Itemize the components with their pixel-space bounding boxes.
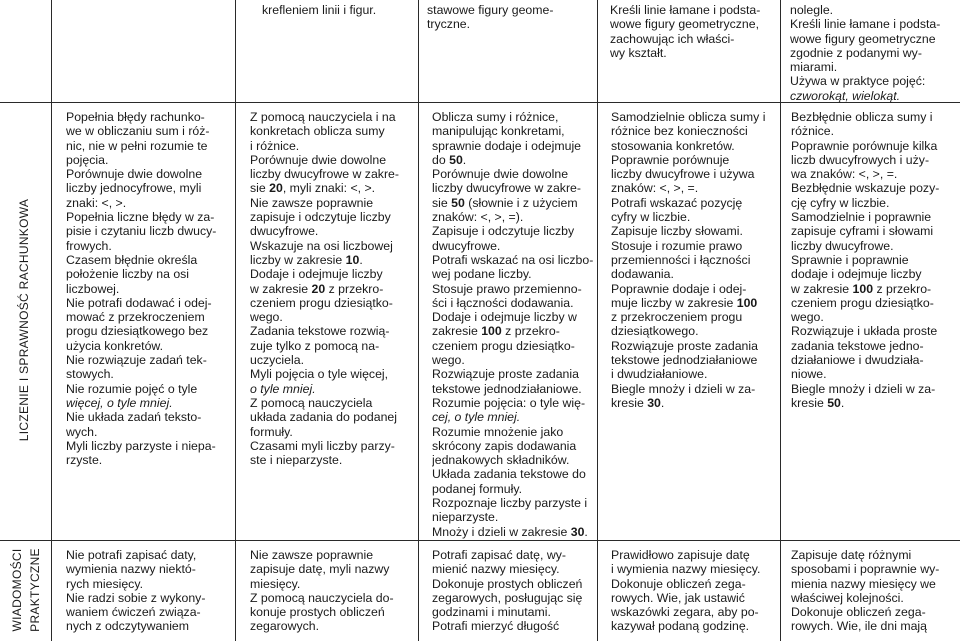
criteria-line: zadania tekstowe jedno- (791, 338, 924, 353)
criteria-line: różnice. (791, 124, 835, 139)
criteria-line: Nie rozumie pojęć o tyle (66, 381, 198, 396)
col-divider (235, 0, 236, 641)
criteria-line: Sprawnie i poprawnie (791, 252, 909, 267)
criteria-list (611, 110, 779, 410)
criteria-line: dwucyfrowe. (250, 224, 319, 239)
row-divider-bottom (0, 540, 960, 541)
criteria-line: wowe figury geometryczne (790, 31, 936, 46)
bottom-col5 (791, 548, 959, 634)
criteria-item (432, 224, 596, 253)
criteria-line: liczbowej. (66, 281, 120, 296)
criteria-line: godzinami i minutami. (432, 605, 551, 620)
criteria-line: Rozwiązuje i układa proste (791, 324, 938, 339)
criteria-item (66, 353, 234, 382)
criteria-line: cej, o tyle mniej. (432, 410, 521, 425)
criteria-item (611, 239, 779, 282)
criteria-list (250, 110, 418, 467)
criteria-line: nych z odczytywaniem (66, 619, 190, 634)
criteria-item (790, 17, 958, 74)
criteria-line: Układa zadania tekstowe do (432, 467, 586, 482)
criteria-item (432, 619, 596, 633)
criteria-line: zgodnie z podanymi wy- (790, 45, 922, 60)
top-col4 (610, 3, 782, 60)
criteria-item (250, 153, 418, 196)
criteria-item (427, 3, 592, 32)
criteria-line: ści i łączności dodawania. (432, 295, 574, 310)
criteria-item (66, 167, 234, 210)
criteria-line: tekstowe jednodziałaniowe (611, 353, 758, 368)
criteria-line: rowych. Wie, jak ustawić (611, 590, 745, 605)
criteria-line: skrócony zapis dodawania (432, 438, 577, 453)
criteria-line: zakresie 100 z przekro- (432, 324, 560, 339)
col-divider (597, 0, 598, 641)
criteria-line: konkretach oblicza sumy (250, 124, 385, 139)
criteria-item (611, 110, 779, 153)
criteria-item (791, 210, 959, 253)
criteria-item (611, 196, 779, 225)
criteria-line: Z pomocą nauczyciela do- (250, 590, 394, 605)
criteria-line: liczby dwucyfrowe w zakre- (432, 181, 581, 196)
criteria-line: Biegle mnoży i dzieli w za- (791, 381, 936, 396)
criteria-line: dodaje i odejmuje liczby (791, 267, 922, 282)
criteria-line: cję cyfry w liczbie. (791, 195, 890, 210)
row-header-numbers: LICZENIE I SPRAWNOŚĆ RACHUNKOWA (17, 198, 31, 442)
criteria-item (611, 282, 779, 339)
middle-col4 (611, 110, 779, 410)
criteria-line: Rozumie pojęcia: o tyle wię- (432, 395, 586, 410)
criteria-line: wskazówki zegara, aby po- (611, 605, 759, 620)
criteria-line: Używa w praktyce pojęć: (790, 74, 926, 89)
criteria-line: właściwej kolejności. (791, 590, 904, 605)
criteria-line: kazywał podaną godzinę. (611, 619, 750, 634)
criteria-line: Kreśli linie łamane i podsta- (790, 17, 941, 32)
criteria-line: znaków: <, >, =). (432, 210, 524, 225)
criteria-line: znaki: <, >. (66, 195, 127, 210)
criteria-line: Kreśli linie łamane i podsta- (610, 3, 761, 17)
criteria-line: Dokonuje prostych obliczeń (432, 576, 583, 591)
criteria-item (66, 110, 234, 167)
criteria-line: Czasami myli liczby parzy- (250, 438, 395, 453)
criteria-item (610, 3, 782, 60)
criteria-line: wymienia nazwy niektó- (66, 562, 196, 577)
criteria-line: Dokonuje obliczeń zega- (611, 576, 746, 591)
criteria-item (611, 224, 779, 238)
criteria-line: wy kształt. (610, 45, 667, 60)
criteria-line: Rozpoznaje liczby parzyste i (432, 496, 588, 511)
criteria-item (790, 3, 958, 17)
criteria-line: mienić nazwy miesięcy. (432, 562, 560, 577)
criteria-line: pisie i czytaniu liczb dwucy- (66, 224, 217, 239)
criteria-line: Czasem błędnie określa (66, 252, 198, 267)
criteria-line: formuły. (250, 424, 293, 439)
criteria-line: w zakresie 100 z przekro- (791, 281, 932, 296)
criteria-item (791, 253, 959, 324)
criteria-list (250, 548, 418, 634)
criteria-item (611, 382, 779, 411)
criteria-line: wego. (250, 310, 283, 325)
criteria-line: stosowania konkretów. (611, 138, 735, 153)
criteria-item (432, 396, 596, 425)
col-divider (780, 0, 781, 641)
criteria-line: czeniem progu dziesiątko- (791, 295, 934, 310)
middle-col5 (791, 110, 959, 410)
criteria-item (432, 496, 596, 525)
criteria-line: zapisuje cyframi i słowami (791, 224, 934, 239)
criteria-line: zegarowych, posługując się (432, 590, 583, 605)
criteria-line: Nie rozwiązuje zadań tek- (66, 353, 207, 368)
criteria-line: frowych. (66, 238, 112, 253)
criteria-line: muje liczby w zakresie 100 (611, 295, 758, 310)
criteria-line: cyfry w liczbie. (611, 210, 691, 225)
criteria-line: Popełnia liczne błędy w za- (66, 210, 215, 225)
criteria-item (250, 591, 418, 634)
criteria-line: Dokonuje obliczeń zega- (791, 605, 926, 620)
criteria-line: Stosuje prawo przemienno- (432, 281, 582, 296)
criteria-line: z przekroczeniem progu (611, 310, 743, 325)
criteria-item (250, 196, 418, 239)
row-header-knowledge-2: PRAKTYCZNE (28, 548, 42, 632)
criteria-line: Potrafi wskazać pozycję (611, 195, 743, 210)
criteria-list (432, 548, 596, 634)
criteria-line: wego. (432, 353, 465, 368)
criteria-line: dwucyfrowe. (432, 238, 501, 253)
top-col5 (790, 3, 958, 103)
criteria-line: układa zadania do podanej (250, 410, 398, 425)
col-divider (51, 0, 52, 641)
criteria-item (250, 548, 418, 591)
criteria-line: zapisuje datę, myli nazwy (250, 562, 390, 577)
criteria-item (432, 167, 596, 224)
criteria-item (432, 367, 596, 396)
criteria-line: Wskazuje na osi liczbowej (250, 238, 393, 253)
criteria-line: sie 50 (słownie i z użyciem (432, 195, 578, 210)
criteria-item (790, 74, 958, 103)
criteria-line: krefleniem linii i figur. (262, 3, 377, 17)
criteria-line: Bezbłędnie wskazuje pozy- (791, 181, 940, 196)
top-col2 (262, 3, 432, 17)
criteria-line: kresie 50. (791, 395, 845, 410)
criteria-line: miesięcy. (250, 576, 301, 591)
criteria-item (66, 210, 234, 253)
middle-col1 (66, 110, 234, 467)
criteria-item (250, 367, 418, 396)
criteria-item (611, 548, 779, 577)
criteria-list (611, 548, 779, 634)
criteria-list (66, 548, 234, 634)
criteria-item (791, 382, 959, 411)
criteria-line: stowych. (66, 367, 114, 382)
criteria-line: ste i nieparzyste. (250, 453, 343, 468)
criteria-item (432, 525, 596, 539)
criteria-line: liczby w zakresie 10. (250, 252, 363, 267)
criteria-line: progu dziesiątkowego bez (66, 324, 209, 339)
criteria-line: Zapisuje i odczytuje liczby (432, 224, 575, 239)
criteria-line: zegarowych. (250, 619, 320, 634)
criteria-line: Poprawnie porównuje (611, 152, 730, 167)
criteria-line: Samodzielnie oblicza sumy i (611, 110, 766, 124)
criteria-line: mować z przekroczeniem (66, 310, 205, 325)
criteria-item (66, 382, 234, 411)
criteria-item (66, 410, 234, 439)
criteria-line: mienia nazwy miesięcy we (791, 576, 936, 591)
bottom-col1 (66, 548, 234, 634)
criteria-item (791, 181, 959, 210)
criteria-line: Rozwiązuje proste zadania (611, 338, 758, 353)
criteria-item (250, 396, 418, 439)
criteria-line: Popełnia błędy rachunko- (66, 110, 205, 124)
criteria-item (66, 296, 234, 353)
criteria-item (250, 439, 418, 468)
criteria-line: wej podane liczby. (432, 267, 532, 282)
criteria-line: wa znaków: <, >, =. (791, 167, 898, 182)
criteria-item (611, 577, 779, 634)
criteria-item (791, 139, 959, 182)
criteria-line: Zapisuje liczby słowami. (611, 224, 743, 239)
criteria-line: pojęcia. (66, 152, 109, 167)
criteria-line: liczby dwucyfrowe w zakre- (250, 167, 399, 182)
criteria-line: uczyciela. (250, 353, 304, 368)
criteria-line: Nie zawsze poprawnie (250, 548, 374, 562)
criteria-list (791, 548, 959, 634)
criteria-line: o tyle mniej. (250, 381, 316, 396)
criteria-item (250, 110, 418, 153)
criteria-item (432, 467, 596, 496)
criteria-item (66, 591, 234, 634)
criteria-line: Nie potrafi dodawać i odej- (66, 295, 212, 310)
row-header-knowledge-1: WIADOMOŚCI (10, 548, 24, 632)
criteria-line: Poprawnie porównuje kilka (791, 138, 938, 153)
criteria-line: nic, nie w pełni rozumie te (66, 138, 208, 153)
criteria-item (791, 548, 959, 605)
criteria-line: Z pomocą nauczyciela i na (250, 110, 396, 124)
criteria-line: Mnoży i dzieli w zakresie 30. (432, 524, 588, 539)
criteria-item (432, 253, 596, 282)
criteria-list (432, 110, 596, 539)
criteria-item (432, 577, 596, 620)
criteria-line: więcej, o tyle mniej. (66, 395, 173, 410)
criteria-line: i różnice. (250, 138, 300, 153)
criteria-item (432, 282, 596, 311)
criteria-line: jednakowych składników. (432, 453, 570, 468)
criteria-item (250, 239, 418, 268)
criteria-line: tryczne. (427, 17, 471, 32)
criteria-line: Myli liczby parzyste i niepa- (66, 438, 216, 453)
criteria-line: Porównuje dwie dowolne (250, 152, 387, 167)
criteria-line: rzyste. (66, 453, 103, 468)
criteria-line: Rozumie mnożenie jako (432, 424, 564, 439)
criteria-item (432, 110, 596, 167)
criteria-item (66, 253, 234, 296)
criteria-line: zuje tylko z pomocą na- (250, 338, 380, 353)
criteria-line: przemienności i łączności (611, 252, 751, 267)
criteria-line: Poprawnie dodaje i odej- (611, 281, 747, 296)
criteria-line: we w obliczaniu sum i róż- (66, 124, 210, 139)
criteria-line: Rozwiązuje proste zadania (432, 367, 579, 382)
criteria-line: tekstowe jednodziałaniowe. (432, 381, 582, 396)
criteria-line: nolegle. (790, 3, 834, 17)
criteria-item (262, 3, 432, 17)
criteria-line: niowe. (791, 367, 827, 382)
criteria-item (250, 267, 418, 324)
criteria-line: Myli pojęcia o tyle więcej, (250, 367, 389, 382)
criteria-item (432, 548, 596, 577)
criteria-line: Samodzielnie i poprawnie (791, 210, 932, 225)
criteria-line: kresie 30. (611, 395, 665, 410)
criteria-line: podanej formuły. (432, 481, 522, 496)
criteria-line: Potrafi mierzyć długość (432, 619, 560, 634)
criteria-line: działaniowe i dwudziała- (791, 353, 924, 368)
criteria-line: czeniem progu dziesiątko- (432, 338, 575, 353)
criteria-line: czeniem progu dziesiątko- (250, 295, 393, 310)
criteria-line: Bezbłędnie oblicza sumy i (791, 110, 933, 124)
criteria-item (432, 310, 596, 367)
criteria-item (791, 324, 959, 381)
criteria-line: Nie zawsze poprawnie (250, 195, 374, 210)
criteria-item (66, 548, 234, 591)
criteria-item (611, 339, 779, 382)
criteria-line: miarami. (790, 60, 838, 75)
criteria-line: i wymienia nazwy miesięcy. (611, 562, 761, 577)
criteria-line: nieparzyste. (432, 510, 499, 525)
criteria-line: położenie liczby na osi (66, 267, 190, 282)
criteria-line: Porównuje dwie dowolne (66, 167, 203, 182)
bottom-col2 (250, 548, 418, 634)
criteria-line: czworokąt, wielokąt. (790, 88, 901, 103)
criteria-line: Zadania tekstowe rozwią- (250, 324, 390, 339)
criteria-line: wych. (66, 424, 98, 439)
criteria-line: dziesiątkowego. (611, 324, 699, 339)
top-col3 (427, 3, 592, 32)
criteria-line: sprawnie dodaje i odejmuje (432, 138, 582, 153)
criteria-line: liczby jednocyfrowe, myli (66, 181, 202, 196)
criteria-line: różnice bez konieczności (611, 124, 748, 139)
criteria-line: Potrafi wskazać na osi liczbo- (432, 252, 594, 267)
middle-col3 (432, 110, 596, 539)
bottom-col4 (611, 548, 779, 634)
criteria-line: Porównuje dwie dowolne (432, 167, 569, 182)
criteria-line: i dwudziałaniowe. (611, 367, 708, 382)
criteria-line: dodawania. (611, 267, 674, 282)
criteria-line: Z pomocą nauczyciela (250, 395, 373, 410)
criteria-line: rych miesięcy. (66, 576, 143, 591)
criteria-item (66, 439, 234, 468)
criteria-line: manipulując konkretami, (432, 124, 565, 139)
criteria-line: liczby dwucyfrowe i używa (611, 167, 755, 182)
criteria-line: do 50. (432, 152, 467, 167)
middle-col2 (250, 110, 418, 467)
criteria-line: Nie potrafi zapisać daty, (66, 548, 197, 562)
criteria-list (66, 110, 234, 467)
criteria-line: liczby dwucyfrowe. (791, 238, 894, 253)
criteria-line: stawowe figury geome- (427, 3, 554, 17)
criteria-line: liczb dwucyfrowych i uży- (791, 152, 930, 167)
criteria-item (432, 425, 596, 468)
criteria-line: sposobami i poprawnie wy- (791, 562, 940, 577)
criteria-item (250, 324, 418, 367)
criteria-line: Nie radzi sobie z wykony- (66, 590, 206, 605)
criteria-line: Nie układa zadań teksto- (66, 410, 202, 425)
criteria-line: Dodaje i odejmuje liczby (250, 267, 383, 282)
criteria-line: wowe figury geometryczne, (610, 17, 759, 32)
criteria-line: konuje prostych obliczeń (250, 605, 385, 620)
criteria-line: rowych. Wie, ile dni mają (791, 619, 927, 634)
criteria-line: wego. (791, 310, 824, 325)
criteria-item (791, 605, 959, 634)
criteria-item (791, 110, 959, 139)
criteria-line: Dodaje i odejmuje liczby w (432, 310, 577, 325)
criteria-line: użycia konkretów. (66, 338, 164, 353)
criteria-line: w zakresie 20 z przekro- (250, 281, 384, 296)
criteria-line: Prawidłowo zapisuje datę (611, 548, 750, 562)
bottom-col3 (432, 548, 596, 634)
criteria-line: Zapisuje datę różnymi (791, 548, 912, 562)
criteria-line: Stosuje i rozumie prawo (611, 238, 743, 253)
criteria-list (791, 110, 959, 410)
criteria-line: waniem ćwiczeń związa- (66, 605, 201, 620)
criteria-line: sie 20, myli znaki: <, >. (250, 181, 376, 196)
criteria-line: Biegle mnoży i dzieli w za- (611, 381, 756, 396)
criteria-item (611, 153, 779, 196)
criteria-line: Oblicza sumy i różnice, (432, 110, 559, 124)
criteria-line: zapisuje i odczytuje liczby (250, 210, 391, 225)
criteria-line: Potrafi zapisać datę, wy- (432, 548, 566, 562)
col-divider (418, 0, 419, 641)
criteria-line: znaków: <, >, =. (611, 181, 699, 196)
criteria-line: zachowując ich właści- (610, 31, 735, 46)
